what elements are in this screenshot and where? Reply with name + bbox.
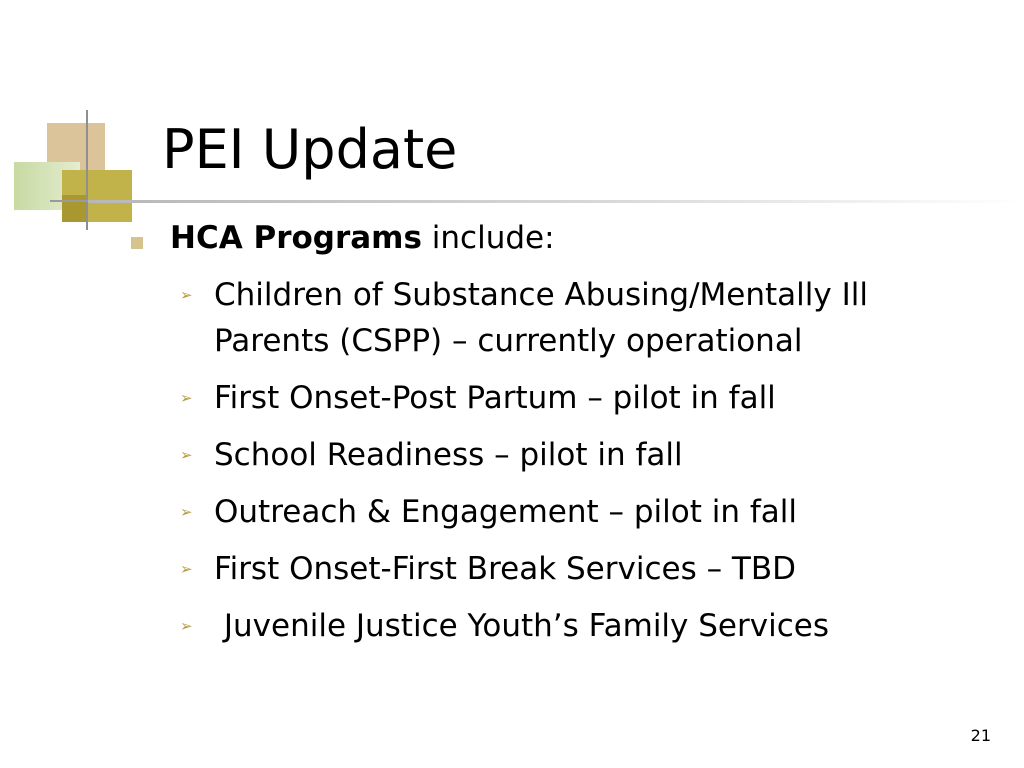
main-bullet-bold: HCA Programs <box>170 220 422 256</box>
sub-bullet-item <box>180 432 920 478</box>
sub-bullet-text: Children of Substance Abusing/Mentally Ill Parents (CSPP) – currently operational <box>214 277 868 359</box>
sub-bullet-item <box>180 375 920 421</box>
sub-bullet-item <box>180 272 920 364</box>
arrow-bullet-icon: ➢ <box>180 617 193 635</box>
arrow-bullet-icon: ➢ <box>180 286 193 304</box>
sub-bullet-text: Outreach & Engagement – pilot in fall <box>214 494 797 530</box>
sub-bullet-text: First Onset-Post Partum – pilot in fall <box>214 380 776 416</box>
main-bullet-rest: include: <box>421 220 555 256</box>
title-underline <box>88 200 1024 203</box>
sub-bullet-item <box>180 489 920 535</box>
sub-bullet-item <box>180 546 920 592</box>
sub-bullet-text: Juvenile Justice Youth’s Family Services <box>214 608 829 644</box>
arrow-bullet-icon: ➢ <box>180 560 193 578</box>
arrow-bullet-icon: ➢ <box>180 503 193 521</box>
sub-bullet-list <box>180 272 920 660</box>
square-bullet-icon <box>131 237 143 249</box>
slide-title: PEI Update <box>162 118 458 181</box>
arrow-bullet-icon: ➢ <box>180 446 193 464</box>
arrow-bullet-icon: ➢ <box>180 389 193 407</box>
page-number: 21 <box>970 726 991 745</box>
main-bullet-text <box>170 214 555 262</box>
sub-bullet-text: First Onset-First Break Services – TBD <box>214 551 797 587</box>
sub-bullet-item <box>180 603 920 649</box>
logo-vertical-line <box>86 110 88 230</box>
sub-bullet-text: School Readiness – pilot in fall <box>214 437 683 473</box>
